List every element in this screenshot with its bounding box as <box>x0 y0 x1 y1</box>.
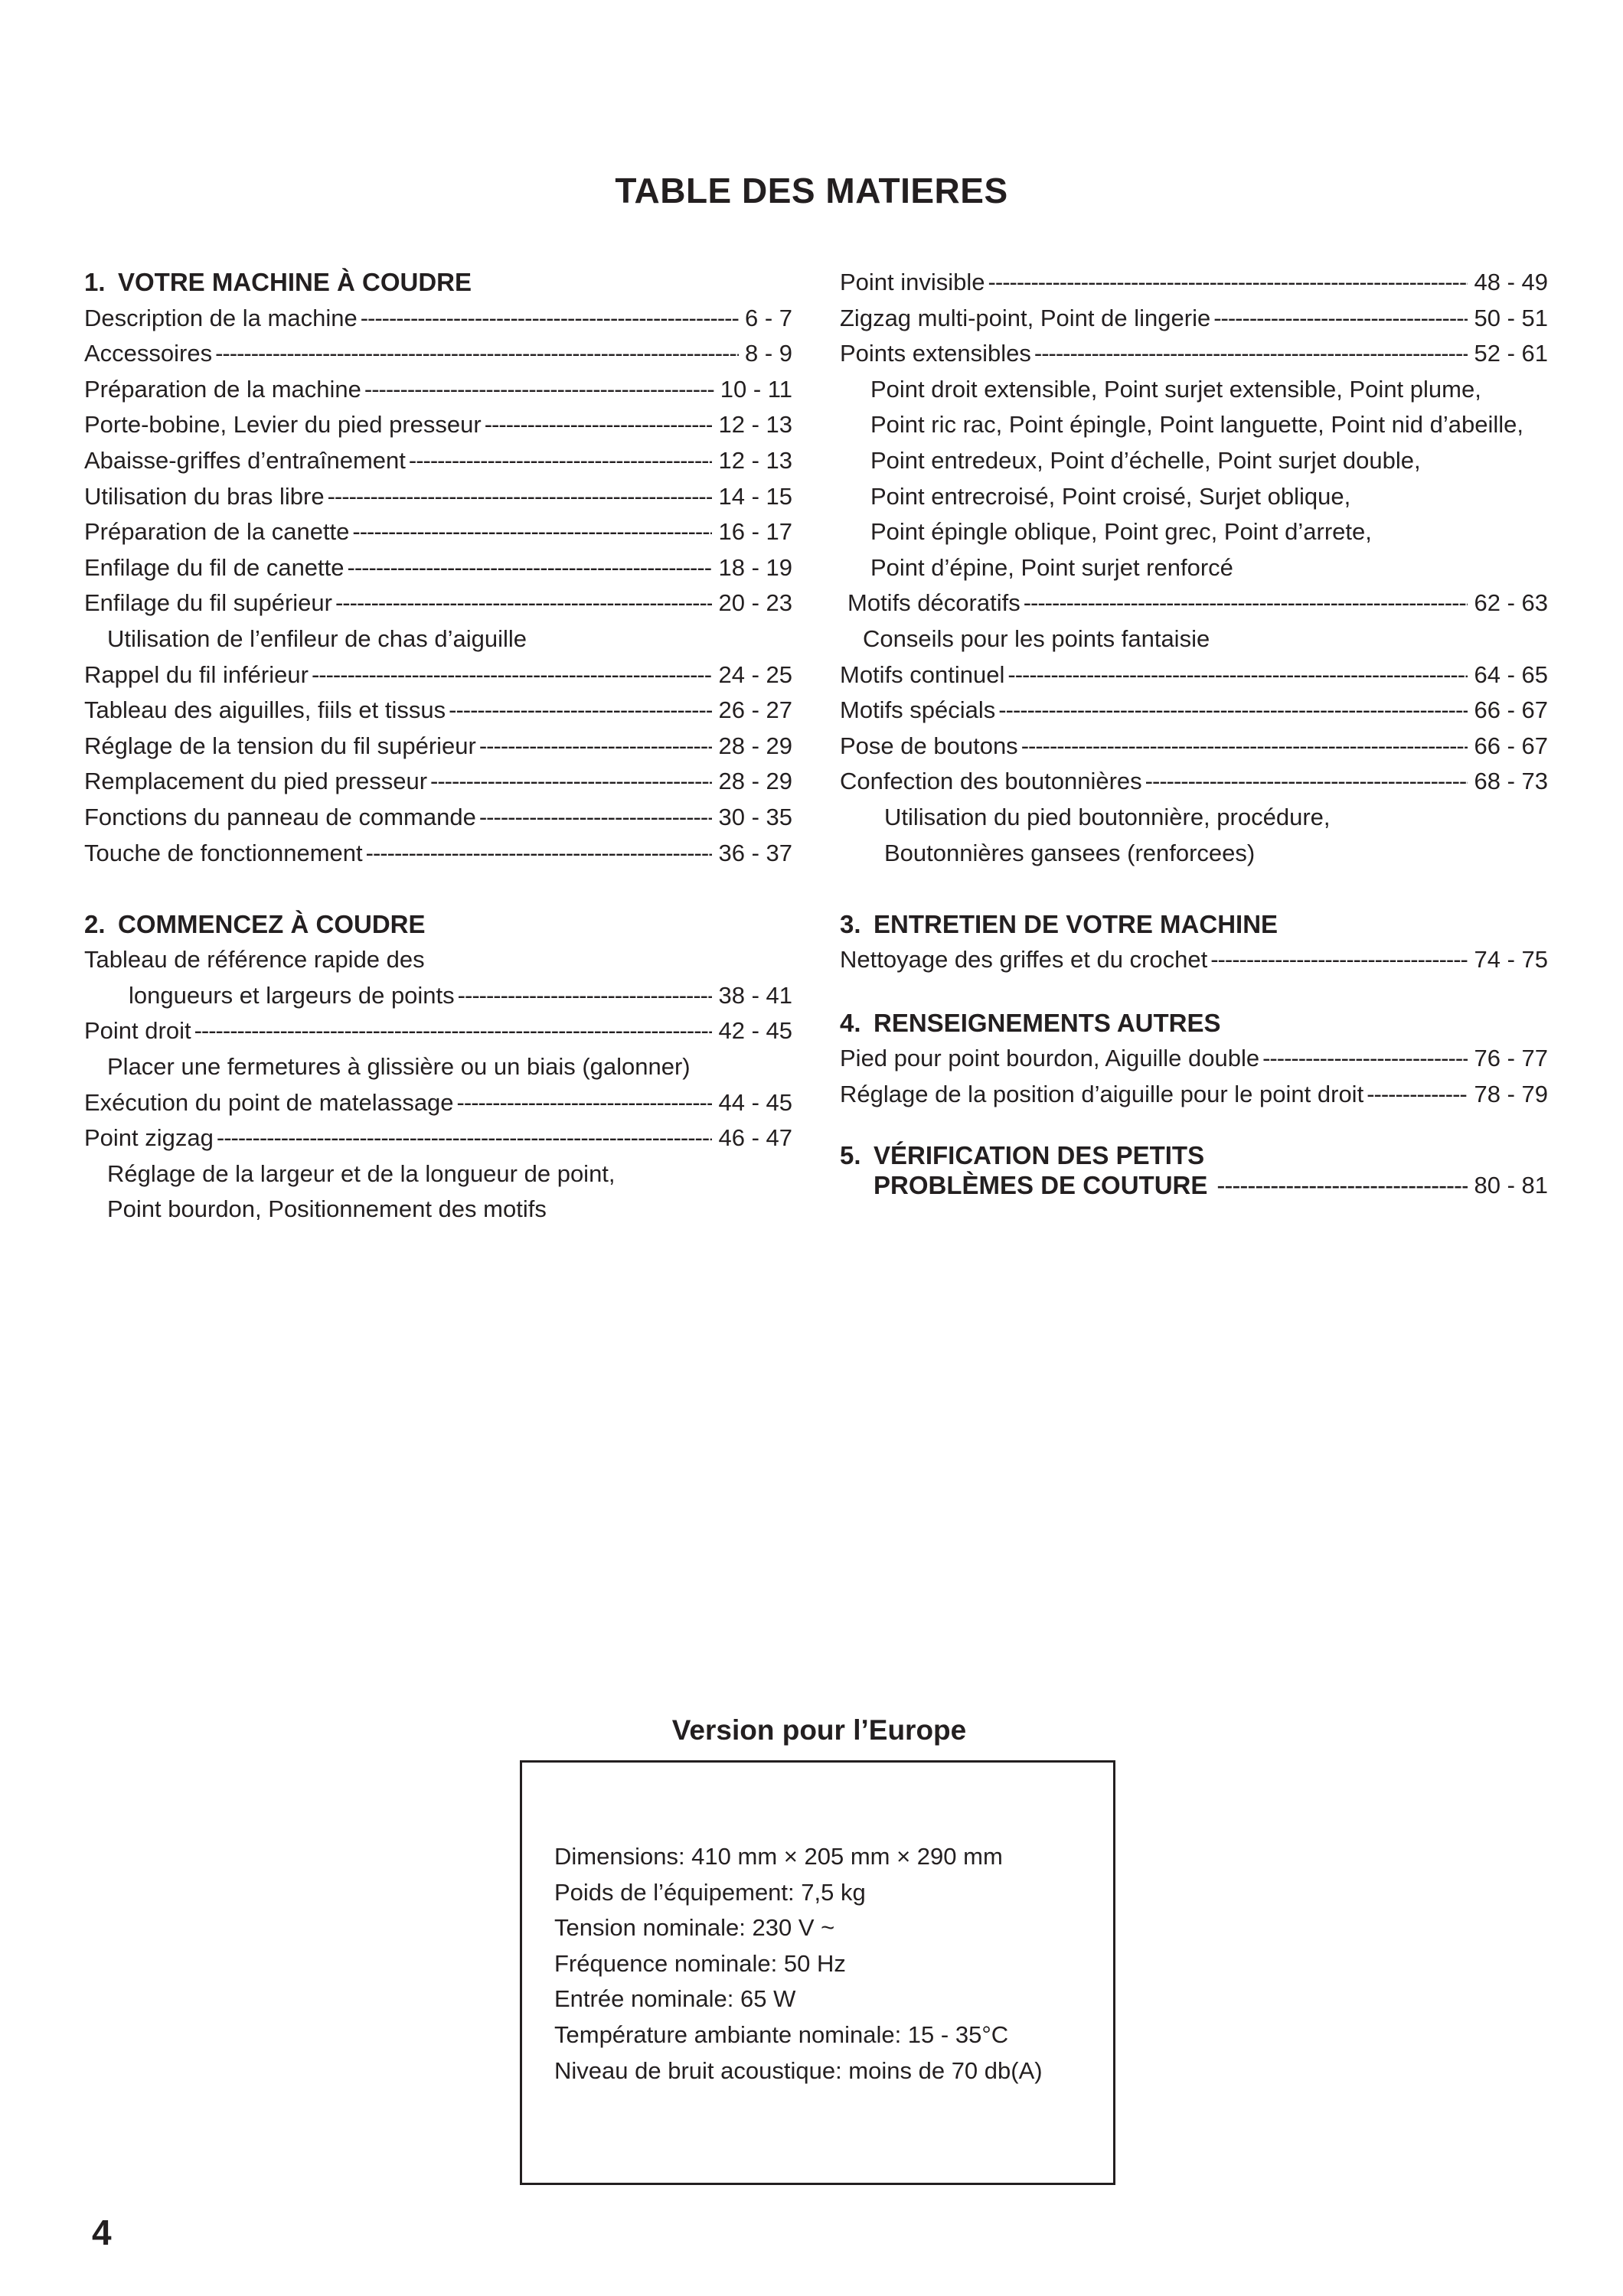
section-1-heading <box>84 265 792 301</box>
entry-pages: 30 - 35 <box>718 803 792 830</box>
spec-dimensions: Dimensions: 410 mm × 205 mm × 290 mm <box>554 1843 1003 1870</box>
toc-left-column <box>84 265 792 1228</box>
section-title: PROBLÈMES DE COUTURE <box>874 1170 1208 1199</box>
toc-entry[interactable] <box>840 657 1548 693</box>
entry-pages: 74 - 75 <box>1474 946 1548 974</box>
entry-label: Remplacement du pied presseur <box>84 768 428 795</box>
entry-label: Enfilage du fil supérieur <box>84 589 332 617</box>
entry-pages: 10 - 11 <box>720 375 792 403</box>
spec-box <box>520 1760 1115 2185</box>
toc-entry[interactable] <box>840 1077 1548 1113</box>
leader-dots <box>366 836 713 872</box>
toc-entry[interactable] <box>84 301 792 337</box>
entry-pages: 50 - 51 <box>1474 304 1548 331</box>
subentry-label: Utilisation du pied boutonnière, procédure, <box>884 803 1331 830</box>
toc-entry[interactable] <box>840 301 1548 337</box>
spacer <box>840 871 1548 907</box>
toc-entry[interactable] <box>84 372 792 408</box>
entry-pages: 12 - 13 <box>718 411 792 439</box>
leader-dots <box>348 550 713 586</box>
toc-entry[interactable] <box>840 585 1548 621</box>
section-number: 5. <box>840 1140 861 1169</box>
entry-label: Enfilage du fil de canette <box>84 553 345 581</box>
toc-entry[interactable] <box>84 1085 792 1121</box>
toc-entry[interactable] <box>84 764 792 800</box>
entry-pages: 62 - 63 <box>1474 589 1548 617</box>
subentry-label: Point bourdon, Positionnement des motifs <box>107 1195 547 1223</box>
leader-dots <box>458 978 713 1014</box>
section-title: VOTRE MACHINE À COUDRE <box>118 268 472 296</box>
section-4-heading <box>840 1006 1548 1042</box>
leader-dots <box>1213 301 1468 337</box>
entry-label: Pied pour point bourdon, Aiguille double <box>840 1045 1260 1072</box>
leader-dots <box>449 693 712 729</box>
version-title: Version pour l’Europe <box>671 1714 967 1746</box>
entry-label: Tableau des aiguilles, fiils et tissus <box>84 696 446 724</box>
entry-label: Utilisation du bras libre <box>84 482 325 510</box>
leader-dots <box>352 514 712 550</box>
entry-label: Description de la machine <box>84 304 358 331</box>
entry-pages: 38 - 41 <box>718 981 792 1009</box>
spec-voltage: Tension nominale: 230 V ~ <box>554 1914 835 1942</box>
leader-dots <box>215 336 739 372</box>
toc-subentry <box>84 621 792 657</box>
entry-label: longueurs et largeurs de points <box>129 981 455 1009</box>
leader-dots <box>1034 336 1468 372</box>
section-title: VÉRIFICATION DES PETITS <box>874 1140 1205 1169</box>
section-5-title-line1 <box>840 1140 1548 1170</box>
entry-pages: 36 - 37 <box>718 839 792 866</box>
leader-dots <box>1007 657 1468 693</box>
toc-subentry <box>84 1192 792 1228</box>
toc-entry[interactable] <box>840 1041 1548 1077</box>
leader-dots <box>1145 764 1468 800</box>
spec-weight: Poids de l’équipement: 7,5 kg <box>554 1878 866 1906</box>
leader-dots <box>479 800 713 836</box>
leader-dots <box>430 764 712 800</box>
section-title: RENSEIGNEMENTS AUTRES <box>874 1008 1221 1037</box>
entry-pages: 44 - 45 <box>718 1088 792 1116</box>
toc-entry[interactable] <box>840 693 1548 729</box>
spec-noise: Niveau de bruit acoustique: moins de 70 db(A) <box>554 2056 1043 2084</box>
entry-label: Réglage de la position d’aiguille pour le point droit <box>840 1081 1364 1108</box>
toc-entry[interactable] <box>84 729 792 765</box>
section-title: ENTRETIEN DE VOTRE MACHINE <box>874 909 1278 938</box>
entry-pages: 28 - 29 <box>718 732 792 759</box>
leader-dots <box>1210 942 1468 978</box>
subentry-label: Boutonnières gansees (renforcees) <box>884 839 1256 866</box>
toc-subentry <box>840 836 1548 872</box>
entry-label: Réglage de la tension du fil supérieur <box>84 732 476 759</box>
entry-pages: 64 - 65 <box>1474 660 1548 688</box>
entry-pages: 12 - 13 <box>718 446 792 474</box>
entry-label: Touche de fonctionnement <box>84 839 363 866</box>
entry-pages: 48 - 49 <box>1474 269 1548 295</box>
entry-pages: 46 - 47 <box>718 1124 792 1152</box>
entry-label: Rappel du fil inférieur <box>84 660 309 688</box>
toc-subentry <box>840 800 1548 836</box>
entry-pages: 6 - 7 <box>744 304 792 331</box>
entry-pages: 28 - 29 <box>718 768 792 795</box>
leader-dots <box>1024 585 1468 621</box>
toc-subentry <box>840 407 1548 443</box>
section-5-heading[interactable] <box>840 1140 1548 1200</box>
entry-label: Fonctions du panneau de commande <box>84 803 476 830</box>
toc-entry[interactable] <box>84 800 792 836</box>
entry-pages: 68 - 73 <box>1474 768 1548 795</box>
entry-label: Motifs décoratifs <box>847 589 1020 617</box>
leader-dots <box>457 1085 713 1121</box>
entry-label: Préparation de la machine <box>84 375 361 403</box>
toc-entry[interactable] <box>84 443 792 479</box>
toc-subentry <box>840 621 1548 657</box>
toc-entry[interactable] <box>840 729 1548 765</box>
toc-entry[interactable] <box>840 265 1548 301</box>
toc-entry[interactable] <box>84 585 792 621</box>
subentry-label: Point droit extensible, Point surjet extensible, Point plume, <box>870 375 1481 403</box>
spec-frequency: Fréquence nominale: 50 Hz <box>554 1949 846 1977</box>
toc-entry[interactable] <box>84 550 792 586</box>
subentry-label: Conseils pour les points fantaisie <box>863 625 1210 652</box>
leader-dots <box>1262 1041 1468 1077</box>
subentry-label: Point d’épine, Point surjet renforcé <box>870 553 1233 581</box>
entry-pages: 42 - 45 <box>718 1017 792 1045</box>
leader-dots <box>364 372 714 408</box>
subentry-label: Point ric rac, Point épingle, Point languette, Point nid d’abeille, <box>870 411 1524 439</box>
entry-pages: 24 - 25 <box>718 660 792 688</box>
leader-dots <box>328 479 713 515</box>
entry-pages: 66 - 67 <box>1474 732 1548 759</box>
spec-input: Entrée nominale: 65 W <box>554 1985 796 2013</box>
toc-entry[interactable] <box>84 1120 792 1156</box>
toc-entry[interactable] <box>840 764 1548 800</box>
subentry-label: Réglage de la largeur et de la longueur de point, <box>107 1159 616 1187</box>
entry-pages: 78 - 79 <box>1474 1081 1548 1108</box>
toc-entry[interactable] <box>84 336 792 372</box>
entry-label: Porte-bobine, Levier du pied presseur <box>84 411 482 439</box>
toc-entry[interactable] <box>84 978 792 1014</box>
toc-subentry <box>84 942 792 978</box>
leader-dots <box>1021 729 1468 765</box>
toc-entry[interactable] <box>840 336 1548 372</box>
entry-pages: 52 - 61 <box>1474 340 1548 367</box>
section-2-heading <box>84 907 792 943</box>
toc-subentry <box>840 479 1548 515</box>
entry-pages: 20 - 23 <box>718 589 792 617</box>
section-number: 2. <box>84 909 106 938</box>
section-number: 4. <box>840 1008 861 1037</box>
entry-pages: 8 - 9 <box>744 340 792 367</box>
entry-label: Abaisse-griffes d’entraînement <box>84 446 406 474</box>
entry-label: Confection des boutonnières <box>840 768 1142 795</box>
spec-temperature: Température ambiante nominale: 15 - 35°C <box>554 2020 1009 2048</box>
entry-label: Points extensibles <box>840 340 1031 367</box>
toc-entry[interactable] <box>84 657 792 693</box>
leader-dots <box>409 443 713 479</box>
section-number: 1. <box>84 268 106 296</box>
entry-label: Motifs spécials <box>840 696 996 724</box>
entry-pages: 80 - 81 <box>1474 1171 1548 1199</box>
page-title: TABLE DES MATIERES <box>615 171 1008 210</box>
section-number: 3. <box>840 909 861 938</box>
entry-label: Point invisible <box>840 269 985 295</box>
toc-entry[interactable] <box>84 479 792 515</box>
toc-subentry <box>840 550 1548 586</box>
toc-right-column <box>840 265 1548 1200</box>
entry-pages: 76 - 77 <box>1474 1045 1548 1072</box>
entry-label: Zigzag multi-point, Point de lingerie <box>840 304 1211 331</box>
page-number: 4 <box>92 2213 112 2252</box>
leader-dots <box>1367 1077 1468 1113</box>
spacer <box>840 978 1548 1006</box>
leader-dots <box>335 585 713 621</box>
toc-subentry <box>84 1049 792 1085</box>
entry-pages: 16 - 17 <box>718 518 792 546</box>
toc-subentry <box>840 514 1548 550</box>
toc-entry[interactable] <box>84 836 792 872</box>
toc-subentry <box>840 443 1548 479</box>
leader-dots <box>194 1013 713 1049</box>
entry-label: Motifs continuel <box>840 660 1005 688</box>
leader-dots <box>479 729 713 765</box>
toc-entry[interactable] <box>84 407 792 443</box>
subentry-label: Placer une fermetures à glissière ou un biais (galonner) <box>107 1053 691 1081</box>
entry-label: Point droit <box>84 1017 191 1045</box>
entry-label: Pose de boutons <box>840 732 1018 759</box>
subentry-label: Point épingle oblique, Point grec, Point d’arrete, <box>870 518 1372 546</box>
toc-subentry <box>840 372 1548 408</box>
entry-label: Préparation de la canette <box>84 518 350 546</box>
entry-label: Accessoires <box>84 340 213 367</box>
section-title: COMMENCEZ À COUDRE <box>118 909 426 938</box>
spacer <box>840 1113 1548 1140</box>
toc-entry[interactable] <box>84 514 792 550</box>
toc-entry[interactable] <box>84 1013 792 1049</box>
entry-label: Exécution du point de matelassage <box>84 1088 454 1116</box>
leader-dots <box>485 407 713 443</box>
subentry-label: Point entrecroisé, Point croisé, Surjet oblique, <box>870 482 1351 510</box>
entry-pages: 14 - 15 <box>718 482 792 510</box>
section-3-heading <box>840 907 1548 943</box>
section-5-title-line2 <box>840 1170 1548 1200</box>
entry-label: Nettoyage des griffes et du crochet <box>840 946 1208 974</box>
leader-dots <box>312 657 713 693</box>
entry-pages: 66 - 67 <box>1474 696 1548 724</box>
toc-subentry <box>84 1156 792 1192</box>
leader-dots <box>998 693 1468 729</box>
spec-list <box>554 1839 1043 2089</box>
leader-dots <box>988 265 1468 301</box>
toc-entry[interactable] <box>840 942 1548 978</box>
entry-pages: 26 - 27 <box>718 696 792 724</box>
subentry-label: Point entredeux, Point d’échelle, Point surjet double, <box>870 446 1421 474</box>
entry-label: Point zigzag <box>84 1124 214 1152</box>
subentry-label: Utilisation de l’enfileur de chas d’aiguille <box>107 625 527 652</box>
entry-label: Tableau de référence rapide des <box>84 946 425 974</box>
leader-dots <box>1207 1170 1468 1200</box>
toc-entry[interactable] <box>84 693 792 729</box>
entry-pages: 18 - 19 <box>718 553 792 581</box>
leader-dots <box>361 301 739 337</box>
leader-dots <box>217 1120 713 1156</box>
spacer <box>84 871 792 907</box>
